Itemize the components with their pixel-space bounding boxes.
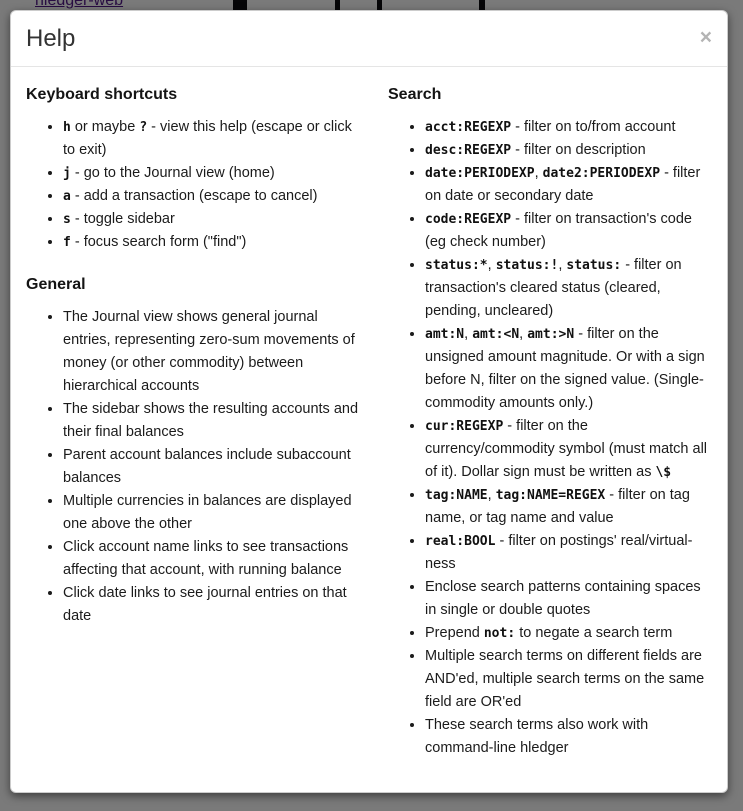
modal-title: Help	[26, 25, 76, 52]
section-heading: Search	[388, 86, 442, 103]
section-heading: Keyboard shortcuts	[26, 86, 178, 103]
list-item: • The sidebar shows the resulting accounts and their final balances	[63, 398, 365, 444]
list-item: • j - go to the Journal view (home)	[63, 162, 365, 185]
list-item: • desc:REGEXP - filter on description	[425, 139, 712, 162]
code-term: status:	[566, 258, 622, 273]
code-term: date2:PERIODEXP	[542, 166, 661, 181]
code-term: real:BOOL	[425, 534, 496, 549]
bullet-list	[26, 116, 365, 254]
code-term: amt:<N	[472, 327, 520, 342]
list-item: • f - focus search form ("find")	[63, 231, 365, 254]
code-term: tag:NAME=REGEX	[495, 488, 606, 503]
list-item: • amt:N, amt:<N, amt:>N - filter on the unsigned amount magnitude. Or with a sign before N, filter on the signed value. (Single-commodity amounts only.)	[425, 323, 712, 415]
code-term: a	[63, 189, 71, 204]
list-item: • code:REGEXP - filter on transaction's code (eg check number)	[425, 208, 712, 254]
list-item: • Enclose search patterns containing spaces in single or double quotes	[425, 576, 712, 622]
code-term: code:REGEXP	[425, 212, 512, 227]
bullet-list	[388, 116, 712, 760]
list-item: • Parent account balances include subaccount balances	[63, 444, 365, 490]
list-item: • real:BOOL - filter on postings' real/virtual-ness	[425, 530, 712, 576]
code-term: desc:REGEXP	[425, 143, 512, 158]
code-term: h	[63, 120, 71, 135]
list-item: • a - add a transaction (escape to cancel)	[63, 185, 365, 208]
help-modal	[10, 10, 728, 793]
list-item: • Multiple search terms on different fields are AND'ed, multiple search terms on the same field are OR'ed	[425, 645, 712, 714]
modal-header	[11, 11, 727, 67]
code-term: j	[63, 166, 71, 181]
modal-body	[11, 67, 727, 796]
code-term: s	[63, 212, 71, 227]
list-item: • date:PERIODEXP, date2:PERIODEXP - filter on date or secondary date	[425, 162, 712, 208]
list-item: • Prepend not: to negate a search term	[425, 622, 712, 645]
bullet-list	[26, 306, 365, 628]
list-item: • Click date links to see journal entries on that date	[63, 582, 365, 628]
list-item: • cur:REGEXP - filter on the currency/commodity symbol (must match all of it). Dollar sign must be written as \$	[425, 415, 712, 484]
list-item: • acct:REGEXP - filter on to/from account	[425, 116, 712, 139]
code-term: cur:REGEXP	[425, 419, 504, 434]
list-item: • tag:NAME, tag:NAME=REGEX - filter on tag name, or tag name and value	[425, 484, 712, 530]
code-term: f	[63, 235, 71, 250]
code-term: ?	[139, 120, 148, 135]
code-term: tag:NAME	[425, 488, 488, 503]
code-term: \$	[655, 465, 672, 480]
column-right	[388, 71, 712, 781]
code-term: amt:>N	[527, 327, 575, 342]
list-item: • s - toggle sidebar	[63, 208, 365, 231]
code-term: amt:N	[425, 327, 465, 342]
code-term: not:	[483, 626, 516, 641]
code-term: date:PERIODEXP	[425, 166, 535, 181]
list-item: • h or maybe ? - view this help (escape or click to exit)	[63, 116, 365, 162]
list-item: • The Journal view shows general journal entries, representing zero-sum movements of money (or other commodity) between hierarchical accounts	[63, 306, 365, 398]
code-term: status:*	[425, 258, 488, 273]
section-heading: General	[26, 276, 86, 293]
code-term: acct:REGEXP	[425, 120, 512, 135]
list-item: • Multiple currencies in balances are displayed one above the other	[63, 490, 365, 536]
list-item: • These search terms also work with command-line hledger	[425, 714, 712, 760]
column-left	[26, 71, 365, 781]
list-item: • Click account name links to see transactions affecting that account, with running balance	[63, 536, 365, 582]
close-button[interactable]: ×	[699, 26, 712, 49]
code-term: status:!	[495, 258, 559, 273]
list-item: • status:*, status:!, status: - filter on transaction's cleared status (cleared, pending, uncleared)	[425, 254, 712, 323]
